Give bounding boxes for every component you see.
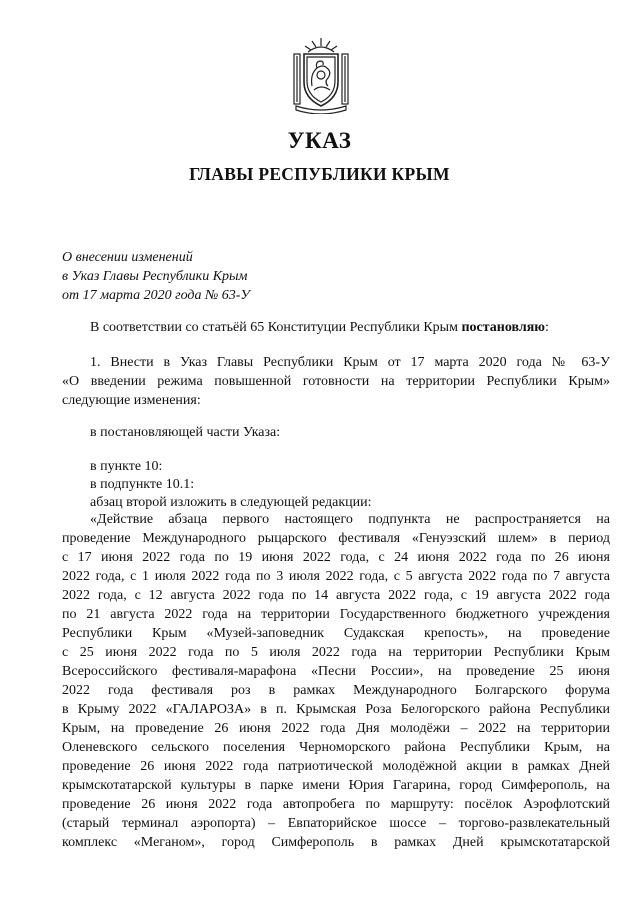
preamble-after: : (545, 320, 549, 335)
quote-line: Оленевского сельского поселения Черноморского района Республики Крым, на (62, 740, 610, 755)
quote-line: проведение Международного рыцарского фестиваля «Генуэзский шлем» в период (62, 531, 610, 546)
document-title: УКАЗ (287, 128, 352, 153)
caption-line: в Указ Главы Республики Крым (62, 269, 248, 284)
item1-line: «О введении режима повышенной готовности на территории Республики Крым» (62, 374, 610, 389)
coat-of-arms-icon (290, 34, 352, 114)
quote-line: в Крыму 2022 «ГАЛАРОЗА» в п. Крымская Роза Белогорского района Республики (62, 702, 610, 717)
point10-text: в пункте 10: (90, 459, 163, 474)
document-caption (62, 248, 250, 305)
quote-line: по 21 августа 2022 года на территории Государственного бюджетного учреждения (62, 607, 610, 622)
quote-line: проведение 26 июня 2022 года патриотической молодёжной акции в рамках Дней (62, 759, 610, 774)
item1-line: 1. Внести в Указ Главы Республики Крым от 17 марта 2020 года № 63-У (90, 355, 610, 370)
caption-line: от 17 марта 2020 года № 63-У (62, 288, 250, 303)
quote-line: Республики Крым «Музей-заповедник Судакская крепость», на проведение (62, 626, 610, 641)
quote-line: Крым, на проведение 26 июня 2022 года Дня молодёжи – 2022 на территории (62, 721, 610, 736)
subpoint-text: в подпункте 10.1: (90, 477, 195, 492)
preamble-text: В соответствии со статьёй 65 Конституции Республики Крым (90, 320, 462, 335)
quote-line: Всероссийского фестиваля-марафона «Песни России», на проведение 25 июня (62, 664, 610, 679)
caption-line: О внесении изменений (62, 250, 193, 265)
quote-line: с 17 июня 2022 года по 19 июня 2022 года, с 24 июня 2022 года по 26 июня (62, 550, 610, 565)
preamble (62, 318, 610, 337)
para2-text: абзац второй изложить в следующей редакции: (90, 495, 372, 510)
quote-line: 2022 года фестиваля роз в рамках Международного Болгарского форума (62, 683, 610, 698)
document-subtitle: ГЛАВЫ РЕСПУБЛИКИ КРЫМ (189, 164, 450, 184)
quote-line: (старый терминал аэропорта) – Евпаторийское шоссе – торгово-развлекательный (62, 816, 610, 831)
quote-line: с 25 июня 2022 года по 5 июля 2022 года на территории Республики Крым (62, 645, 610, 660)
quote-line: «Действие абзаца первого настоящего подпункта не распространяется на (90, 512, 610, 527)
quote-line: крымскотатарской культуры в парке имени Юрия Гагарина, город Симферополь, на (62, 778, 610, 793)
item1-line: следующие изменения: (62, 393, 201, 408)
quote-line: проведение 26 июня 2022 года автопробега по маршруту: посёлок Аэрофлотский (62, 797, 610, 812)
quote-line: 2022 года, с 12 августа 2022 года по 14 августа 2022 года, с 19 августа 2022 года (62, 588, 610, 603)
operative-text: в постановляющей части Указа: (90, 425, 281, 440)
item-1 (62, 353, 610, 410)
section-points (62, 458, 610, 512)
quote-line: комплекс «Меганом», город Симферополь в рамках Дней крымскотатарской (62, 835, 610, 850)
preamble-bold: постановляю (461, 320, 545, 335)
quote-block (62, 510, 610, 852)
section-operative (62, 423, 610, 442)
quote-line: 2022 года, с 1 июля 2022 года по 3 июля 2022 года, с 5 августа 2022 года по 7 августа (62, 569, 610, 584)
